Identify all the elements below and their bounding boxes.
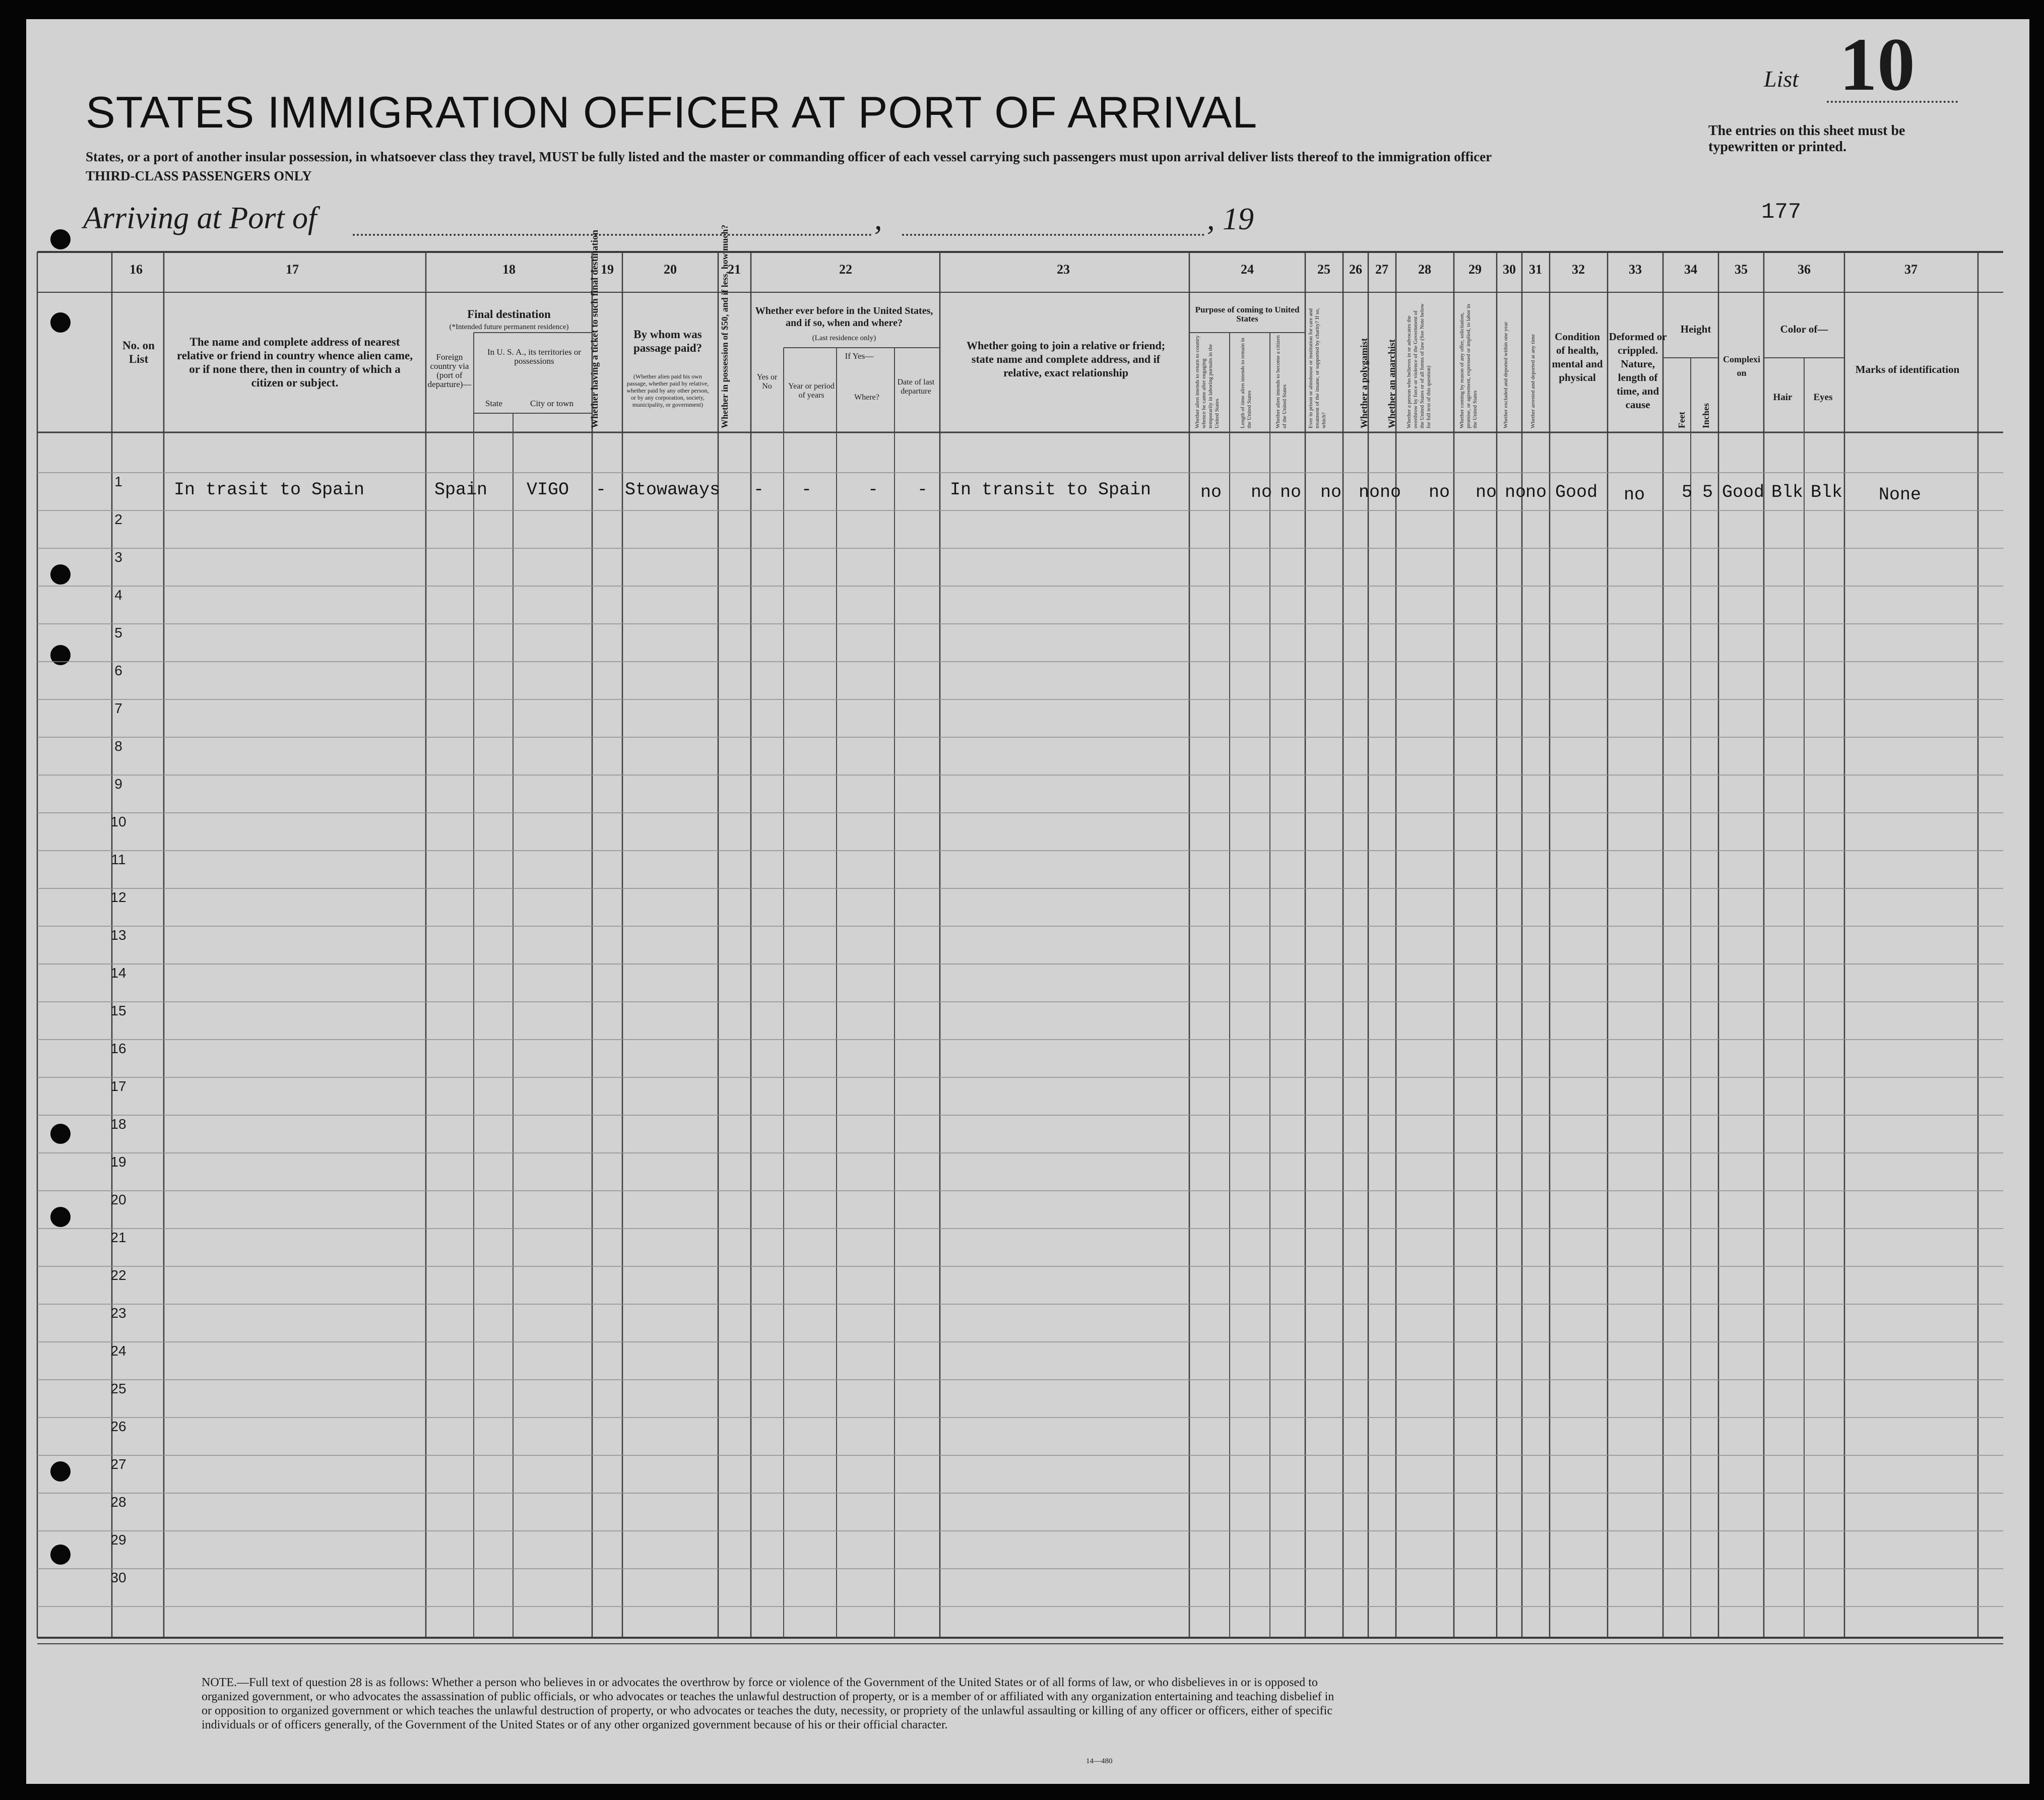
row-number: 5 [114, 625, 122, 640]
header-20-sub: (Whether alien paid his own passage, whether paid by relative, whether paid by any other person, or by any corporation, society, municipality, or government) [626, 373, 709, 408]
header-22-where: Where? [854, 393, 879, 402]
footnote: NOTE.—Full text of question 28 is as follows: Whether a person who believes in or advocates the overthrow by force or violence of the Government of the United States or of all forms of law, or who disbelieves in or is opposed to organized government, or who advocates the assassination of public officials, or who advocates or teaches the unlawful destruction of property, or is a member of or affiliated with any organization entertaining and teaching disbelief in or opposition to organized government or which teaches the unlawful destruction of property, or who advocates or teaches the duty, necessity, or propriety of the unlawful assaulting or killing of any officer or officers, either of specific individuals or of officers generally, of the Government of the United States or of any other organized government because of his or their official character. [202, 1676, 1334, 1731]
column-number: 22 [839, 262, 852, 277]
row-number: 19 [110, 1154, 126, 1170]
row-number: 4 [114, 587, 122, 603]
header-34-feet: Feet [1677, 412, 1687, 428]
list-number: 10 [1839, 23, 1915, 106]
header-20: By whom was passage paid? [633, 328, 702, 354]
entry-foreign-country: Spain [434, 480, 488, 500]
row-number: 9 [114, 776, 122, 792]
row-number: 22 [110, 1267, 126, 1283]
entry-join: In transit to Spain [950, 480, 1152, 500]
header-33: Deformed or crippled. Nature, length of time, and cause [1609, 331, 1667, 411]
row-number: 25 [110, 1381, 126, 1396]
column-number: 19 [601, 262, 614, 277]
row-number: 28 [110, 1494, 126, 1510]
header-36-eyes: Eyes [1813, 392, 1833, 403]
column-number: 33 [1629, 262, 1642, 277]
column-number: 25 [1317, 262, 1330, 277]
header-28: Whether a person who believes in or advocates the overthrow by force or violence of the Government of the United States or of all forms of law (See Note below for full text of this question) [1406, 303, 1432, 428]
entry-relative: In trasit to Spain [174, 480, 365, 500]
entry-anarchist: no [1380, 482, 1401, 502]
entry-ticket: - [596, 480, 607, 500]
row-number: 1 [114, 474, 122, 489]
header-19: Whether having a ticket to such final destination [590, 230, 600, 428]
column-number: 17 [286, 262, 299, 277]
entry-city: VIGO [527, 480, 569, 500]
header-34-inches: Inches [1701, 403, 1711, 428]
row-number: 7 [114, 700, 122, 716]
header-18-state: State [485, 399, 502, 408]
entry-complexion: Good [1722, 482, 1765, 502]
header-18-usa: In U. S. A., its territories or possessions [487, 347, 582, 366]
header-25: Ever in prison or almshouse or institution for care and treatment of the insane, or supported by charity? If so, which? [1308, 308, 1327, 428]
header-29: Whether coming by reason of any offer, solicitation, promise, or agreement, expressed or implied, to labor in the United States [1459, 304, 1478, 428]
arriving-comma: , [874, 202, 882, 236]
column-number: 27 [1375, 262, 1388, 277]
column-number: 31 [1529, 262, 1542, 277]
header-34: Height [1680, 323, 1711, 335]
list-label: List [1764, 66, 1799, 92]
year-prefix: , 19 [1207, 202, 1254, 236]
header-24-a: Whether alien intends to return to country whence he came after engaging temporarily in laboring pursuits in the United States [1194, 335, 1220, 428]
header-27: Whether an anarchist [1387, 339, 1397, 428]
entry-hair: Blk [1771, 482, 1804, 502]
row-number: 30 [110, 1570, 126, 1585]
entry-before-yesno: - [753, 480, 764, 500]
column-number: 23 [1057, 262, 1070, 277]
row-number: 24 [110, 1343, 126, 1359]
row-number: 6 [114, 663, 122, 678]
entry-overthrow: no [1429, 482, 1450, 502]
column-number: 28 [1418, 262, 1431, 277]
header-21: Whether in possession of $50, and if less, how much? [720, 224, 730, 428]
entry-before-date: - [917, 480, 928, 500]
entry-prison: no [1320, 482, 1342, 502]
header-22-sub: (Last residence only) [812, 334, 876, 342]
column-number: 24 [1241, 262, 1254, 277]
entry-purpose-return: no [1200, 482, 1222, 502]
header-18-sub: (*Intended future permanent residence) [449, 323, 569, 331]
header-37: Marks of identification [1855, 363, 1960, 375]
row-number: 26 [110, 1419, 126, 1434]
page-title: STATES IMMIGRATION OFFICER AT PORT OF ARRIVAL [86, 87, 1258, 137]
row-number: 12 [110, 889, 126, 905]
header-18-city: City or town [530, 399, 573, 408]
header-30: Whether excluded and deported within one year [1503, 322, 1509, 428]
row-number: 14 [110, 965, 126, 981]
entry-excluded: no [1505, 482, 1526, 502]
intro-line-2: THIRD-CLASS PASSENGERS ONLY [86, 168, 312, 183]
header-26: Whether a polygamist [1359, 338, 1370, 428]
column-number: 16 [130, 262, 143, 277]
entry-inches: 5 [1702, 482, 1713, 502]
row-number: 18 [110, 1116, 126, 1132]
entry-polygamist: no [1359, 482, 1380, 502]
header-35: Complexion [1723, 354, 1760, 378]
row-number: 15 [110, 1003, 126, 1018]
header-31: Whether arrested and deported at any time [1530, 334, 1536, 428]
typewritten-note: The entries on this sheet must be typewritten or printed. [1708, 123, 1905, 155]
column-number: 29 [1468, 262, 1482, 277]
row-number: 13 [110, 927, 126, 943]
column-number: 30 [1503, 262, 1516, 277]
column-number: 32 [1572, 262, 1585, 277]
row-number: 11 [111, 852, 126, 867]
row-number: 10 [110, 814, 126, 829]
row-number: 29 [110, 1532, 126, 1548]
row-number: 27 [110, 1456, 126, 1472]
row-number: 8 [114, 738, 122, 754]
header-36: Color of— [1780, 323, 1828, 335]
column-number: 20 [664, 262, 677, 277]
entry-purpose-citizen: no [1280, 482, 1302, 502]
header-18: Final destination [467, 308, 551, 320]
header-17: The name and complete address of nearest relative or friend in country whence alien came, or if none there, then in country of which a citizen or subject. [176, 336, 413, 389]
header-22-year: Year or period of years [788, 382, 835, 400]
header-22-yesno: Yes or No [756, 373, 778, 391]
entry-marks: None [1879, 485, 1922, 505]
row-number: 23 [110, 1305, 126, 1321]
form-code: 14—480 [1086, 1757, 1113, 1765]
entry-labor-offer: no [1476, 482, 1497, 502]
row-number: 16 [110, 1041, 126, 1056]
entry-arrested: no [1525, 482, 1547, 502]
entry-feet: 5 [1682, 482, 1693, 502]
header-22: Whether ever before in the United States, and if so, when and where? [755, 305, 933, 329]
entry-purpose-length: no [1251, 482, 1272, 502]
header-24-c: Whether alien intends to become a citizen of the United States [1275, 335, 1288, 428]
header-22-date: Date of last departure [897, 378, 935, 396]
column-number: 21 [728, 262, 741, 277]
row-number: 2 [114, 511, 122, 527]
column-number: 37 [1904, 262, 1918, 277]
entry-before-year: - [801, 480, 812, 500]
row-number: 17 [110, 1078, 126, 1094]
row-number: 20 [110, 1192, 126, 1207]
header-23: Whether going to join a relative or friend; state name and complete address, and if relative, exact relationship [966, 339, 1166, 379]
column-number: 35 [1735, 262, 1748, 277]
row-number: 3 [114, 549, 122, 565]
arriving-label: Arriving at Port of [83, 201, 317, 235]
header-24-b: Length of time alien intends to remain in the United States [1240, 338, 1252, 428]
header-24: Purpose of coming to United States [1195, 305, 1300, 324]
intro-line-1: States, or a port of another insular possession, in whatsoever class they travel, MUST be fully listed and the master or commanding officer of each vessel carrying such passengers must upon arrival deliver lists thereof to the immigration officer [86, 149, 1492, 164]
entry-eyes: Blk [1811, 482, 1843, 502]
header-22-ifyes: If Yes— [845, 351, 874, 361]
entry-health: Good [1555, 482, 1598, 502]
column-number: 36 [1798, 262, 1811, 277]
column-number: 26 [1349, 262, 1362, 277]
entry-before-where: - [868, 480, 879, 500]
row-number: 21 [110, 1230, 126, 1245]
column-number: 34 [1684, 262, 1697, 277]
entry-deformed: no [1624, 485, 1645, 505]
header-32: Condition of health, mental and physical [1552, 331, 1603, 383]
entry-passage: Stowaways [625, 480, 721, 500]
header-18-foreign: Foreign country via (port of departure)— [427, 352, 472, 389]
stamp-number: 177 [1761, 200, 1802, 225]
header-36-hair: Hair [1773, 392, 1793, 403]
header-16: No. on List [122, 339, 155, 365]
column-number: 18 [502, 262, 516, 277]
